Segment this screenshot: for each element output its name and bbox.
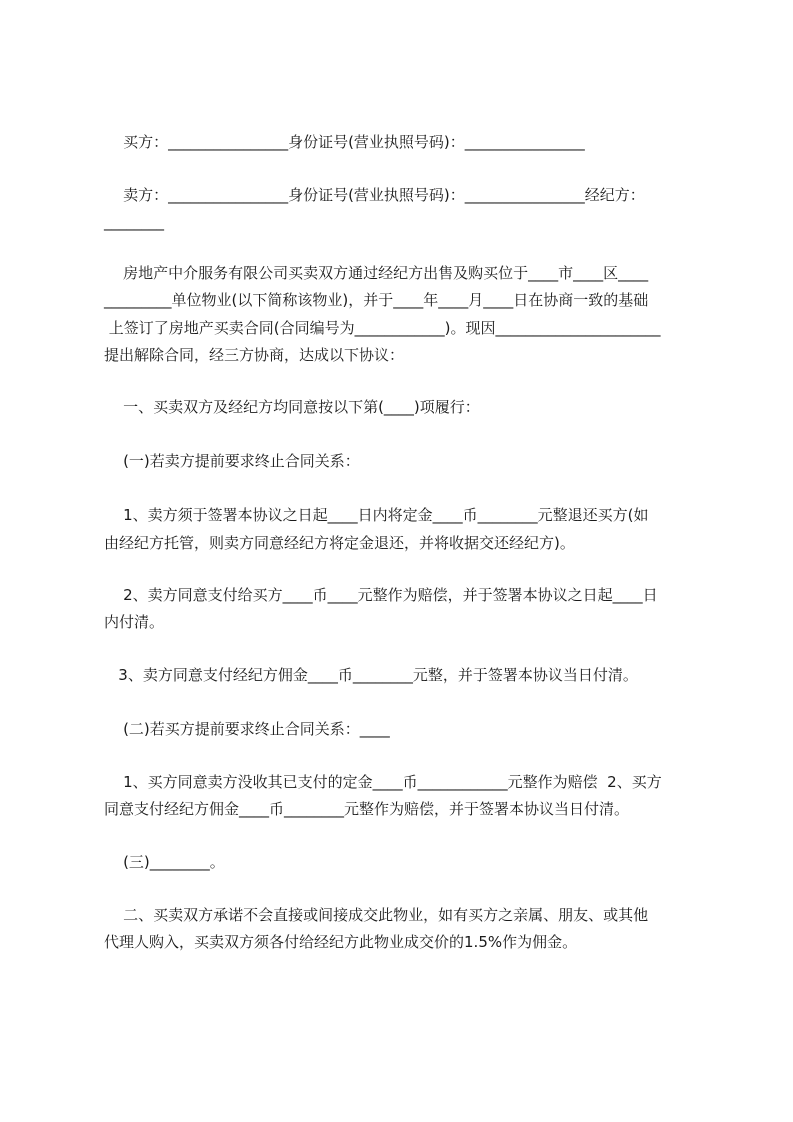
item-1-2-line-2: 内付清。 [104,613,165,631]
intro-line-3: 上签订了房地产买卖合同(合同编号为____________)。现因______________________ [104,319,661,337]
section-2-heading: (二)若买方提前要求终止合同关系：____ [104,720,390,738]
intro-line-1: 房地产中介服务有限公司买卖双方通过经纪方出售及购买位于____市____区____ [104,264,649,282]
clause-1-heading: 一、买卖双方及经纪方均同意按以下第(____)项履行： [104,398,480,416]
section-1-heading: (一)若卖方提前要求终止合同关系： [104,452,360,470]
intro-line-2: _________单位物业(以下简称该物业)，并于____年____月____日在协商一致的基础 [104,291,649,309]
item-1-1-line-2: 由经纪方托管，则卖方同意经纪方将定金退还，并将收据交还经纪方)。 [104,534,575,552]
item-1-1-line-1: 1、卖方须于签署本协议之日起____日内将定金____币________元整退还买方(如 [104,506,649,524]
seller-line: 卖方：________________身份证号(营业执照号码)：________________经纪方： [104,186,645,204]
clause-2-line-1: 二、买卖双方承诺不会直接或间接成交此物业，如有买方之亲属、朋友、或其他 [104,906,649,924]
buyer-line: 买方：________________身份证号(营业执照号码)：________________ [104,133,585,151]
section-3-line: (三)________。 [104,853,225,871]
clause-2-line-2: 代理人购入，买卖双方须各付给经纪方此物业成交价的1.5%作为佣金。 [104,933,578,951]
item-1-3-line: 3、卖方同意支付经纪方佣金____币________元整，并于签署本协议当日付清。 [104,666,638,684]
seller-line-cont: ________ [104,213,164,231]
item-2-1-line-2: 同意支付经纪方佣金____币________元整作为赔偿，并于签署本协议当日付清。 [104,800,630,818]
intro-line-4: 提出解除合同，经三方协商，达成以下协议： [104,346,405,364]
item-2-1-line-1: 1、买方同意卖方没收其已支付的定金____币____________元整作为赔偿 2、买方 [104,773,662,791]
item-1-2-line-1: 2、卖方同意支付给买方____币____元整作为赔偿，并于签署本协议之日起____日 [104,586,658,604]
